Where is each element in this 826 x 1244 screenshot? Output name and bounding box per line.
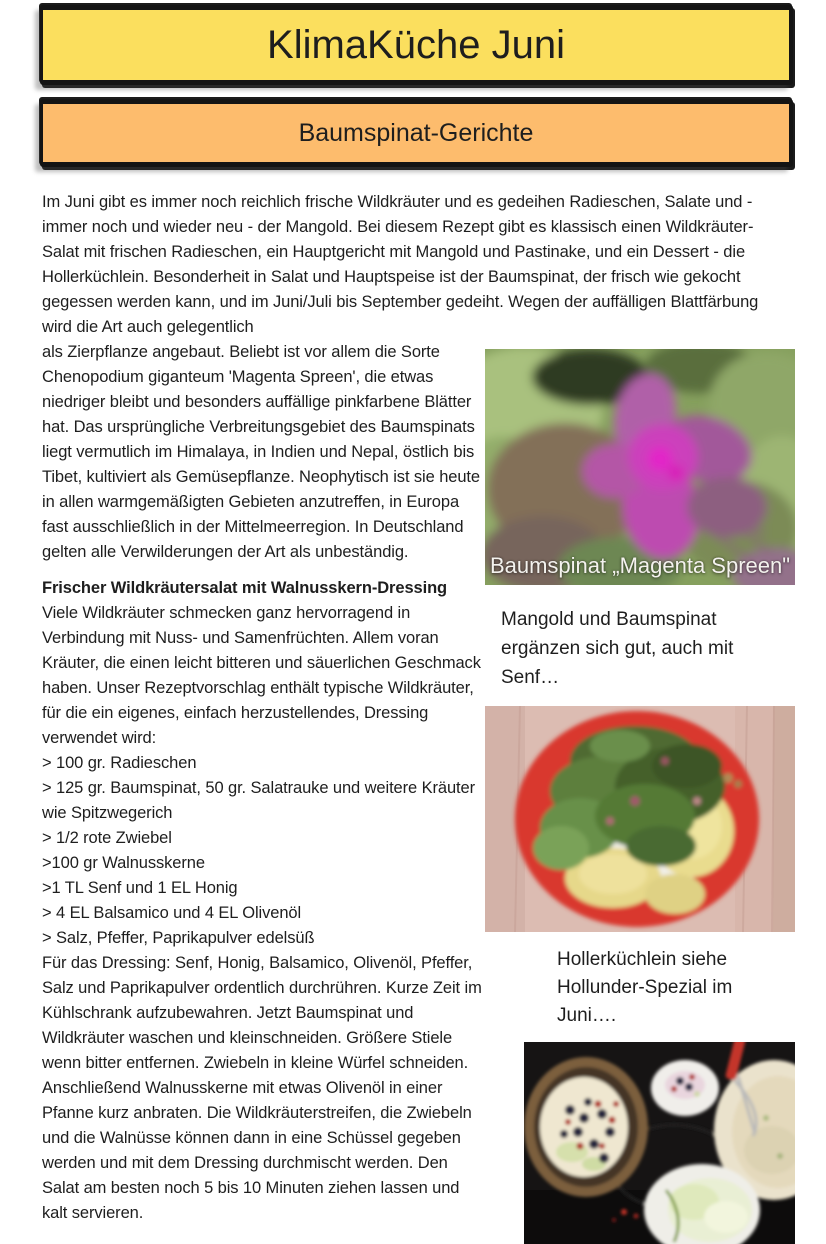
holler-note: Hollerküchlein siehe Hollunder-Spezial im Juni…. (557, 949, 733, 1026)
text-column (42, 340, 485, 1244)
article-body (0, 167, 826, 1244)
ingredient-line: > 100 gr. Radieschen (42, 754, 197, 772)
two-column-layout (42, 340, 795, 1244)
ingredient-line: > 125 gr. Baumspinat, 50 gr. Salatrauke und weitere Kräuter wie Spitzwegerich (42, 779, 475, 822)
ingredient-line: > Salz, Pfeffer, Paprikapulver edelsüß (42, 929, 315, 947)
ingredient-line: >100 gr Walnusskerne (42, 854, 205, 872)
magenta-spreen-photo (485, 349, 795, 585)
continuation-paragraph: als Zierpflanze angebaut. Beliebt ist vor allem die Sorte Chenopodium giganteum 'Magenta Spreen', die etwas niedriger bleibt und besonders auffällige pinkfarbene Blätter hat. Das ursprüngliche Verbreitungsgebiet des Baumspinats liegt vermutlich im Himalaya, in Indien und Nepal, östlich bis Tibet, kultiviert als Gemüsepflanze. Neophytisch ist sie heute in allen warmgemäßigten Gebieten anzutreffen, in Europa fast ausschließlich in der Mittelmeerregion. In Deutschland gelten alle Verwilderungen der Art als unbeständig. (42, 343, 480, 561)
instructions-paragraph: Für das Dressing: Senf, Honig, Balsamico, Olivenöl, Pfeffer, Salz und Paprikapulver ordentlich durchrühren. Kurze Zeit im Kühlschrank aufzubewahren. Jetzt Baumspinat und Wildkräuter waschen und kleinschneiden. Größere Stiele wenn bitter entfernen. Zwiebeln in kleine Würfel schneiden. Anschließend Walnusskerne mit etwas Olivenöl in einer Pfanne kurz anbraten. Die Wildkräuterstreifen, die Zwiebeln und die Walnüsse können dann in eine Schüssel gegeben werden und mit dem Dressing durchmischt werden. Den Salat am besten noch 5 bis 10 Minuten ziehen lassen und kalt servieren. (42, 954, 482, 1222)
photo-caption-overlay: Baumspinat „Magenta Spreen" (489, 553, 791, 578)
intro-paragraph: Im Juni gibt es immer noch reichlich frische Wildkräuter und es gedeihen Radieschen, Salate und - immer noch und wieder neu - der Mangold. Bei diesem Rezept gibt es klassisch einen Wildkräuter-Salat mit frischen Radieschen, ein Hauptgericht mit Mangold und Pastinake, und ein Dessert - die Hollerküchlein. Besonderheit in Salat und Hauptspeise ist der Baumspinat, der frisch wie gekocht gegessen werden kann, und im Juni/Juli bis September gedeiht. Wegen der auffälligen Blattfärbung wird die Art auch gelegentlich (42, 193, 759, 336)
salad-plate-photo (485, 706, 795, 932)
ingredient-line: >1 TL Senf und 1 EL Honig (42, 879, 238, 897)
hollerkuechlein-photo (524, 1042, 795, 1244)
ingredient-line: > 4 EL Balsamico und 4 EL Olivenöl (42, 904, 302, 922)
plate-photo-illustration (485, 706, 795, 932)
figure-column (485, 340, 795, 1244)
recipe-intro-paragraph: Viele Wildkräuter schmecken ganz hervorragend in Verbindung mit Nuss- und Samenfrüchten. Allem voran Kräuter, die einen leicht bitteren und säuerlichen Geschmack haben. Unser Rezeptvorschlag enthält typische Wildkräuter, für die ein eigenes, einfach herzustellendes, Dressing verwendet wird: (42, 604, 481, 747)
plant-photo-illustration (485, 349, 795, 585)
mangold-note: Mangold und Baumspinat ergänzen sich gut, auch mit Senf… (501, 609, 734, 688)
page-subtitle: Baumspinat-Gerichte (298, 119, 534, 147)
subtitle-banner (40, 99, 793, 167)
stove-photo-illustration (524, 1042, 795, 1244)
title-banner (40, 5, 793, 85)
newsletter-page (0, 5, 826, 1222)
recipe-heading: Frischer Wildkräutersalat mit Walnusskern-Dressing (42, 579, 448, 597)
ingredient-line: > 1/2 rote Zwiebel (42, 829, 172, 847)
page-title: KlimaKüche Juni (267, 23, 565, 67)
